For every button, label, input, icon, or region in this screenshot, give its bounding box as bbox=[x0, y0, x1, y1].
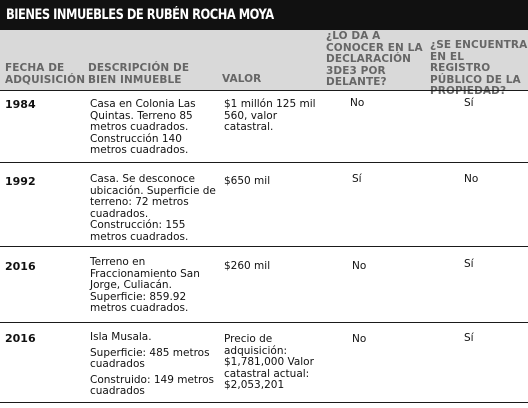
row-registro: No bbox=[464, 173, 479, 185]
header-descripcion: DESCRIPCIÓN DE BIEN INMUEBLE bbox=[88, 62, 190, 86]
header-fecha: FECHA DE ADQUISICIÓN bbox=[5, 62, 86, 86]
row-descripcion bbox=[90, 174, 218, 243]
row-declaracion: No bbox=[352, 333, 367, 345]
row-descripcion bbox=[90, 257, 218, 315]
descripcion-line: Terreno en Fraccionamiento San Jorge, Culiacán. Superficie: 859.92 metros cuadrados. bbox=[90, 256, 200, 314]
row-declaracion: Sí bbox=[352, 173, 362, 185]
row-fecha: 2016 bbox=[5, 260, 36, 273]
row-registro: Sí bbox=[464, 97, 474, 109]
descripcion-line: Casa en Colonia Las Quintas. Terreno 85 metros cuadrados. Construcción 140 metros cuadrados. bbox=[90, 98, 196, 156]
table-row bbox=[0, 162, 528, 246]
row-valor: $650 mil bbox=[224, 175, 271, 187]
row-declaracion: No bbox=[352, 260, 367, 272]
descripcion-line: Casa. Se desconoce ubicación. Superficie de terreno: 72 metros cuadrados. Construcción: 155 metros cuadrados. bbox=[90, 173, 216, 243]
table-row bbox=[0, 90, 528, 162]
row-valor: Precio de adquisición: $1,781,000 Valor catastral actual: $2,053,201 bbox=[224, 333, 314, 391]
row-valor: $260 mil bbox=[224, 260, 271, 272]
row-fecha: 2016 bbox=[5, 332, 36, 345]
descripcion-line: Isla Musala. bbox=[90, 331, 152, 343]
table-row bbox=[0, 322, 528, 402]
table-header bbox=[0, 30, 528, 97]
header-declaracion: ¿LO DA A CONOCER EN LA DECLARACIÓN 3DE3 POR DELANTE? bbox=[326, 30, 423, 88]
row-declaracion: No bbox=[350, 97, 365, 109]
header-valor: VALOR bbox=[222, 73, 262, 85]
header-registro: ¿SE ENCUENTRA EN EL REGISTRO PÚBLICO DE LA PROPIEDAD? bbox=[430, 39, 528, 97]
row-fecha: 1992 bbox=[5, 175, 36, 188]
row-fecha: 1984 bbox=[5, 98, 36, 111]
row-descripcion bbox=[90, 332, 218, 398]
row-descripcion bbox=[90, 99, 218, 157]
descripcion-line: Construido: 149 metros cuadrados bbox=[90, 373, 215, 397]
table-bottom-rule bbox=[0, 402, 528, 403]
table-title-bar bbox=[0, 0, 528, 30]
row-registro: Sí bbox=[464, 332, 474, 344]
descripcion-line: Superficie: 485 metros cuadrados bbox=[90, 346, 210, 370]
table-title: BIENES INMUEBLES DE RUBÉN ROCHA MOYA bbox=[6, 7, 274, 23]
table-row bbox=[0, 246, 528, 322]
row-valor: $1 millón 125 mil 560, valor catastral. bbox=[224, 98, 316, 133]
row-registro: Sí bbox=[464, 258, 474, 270]
